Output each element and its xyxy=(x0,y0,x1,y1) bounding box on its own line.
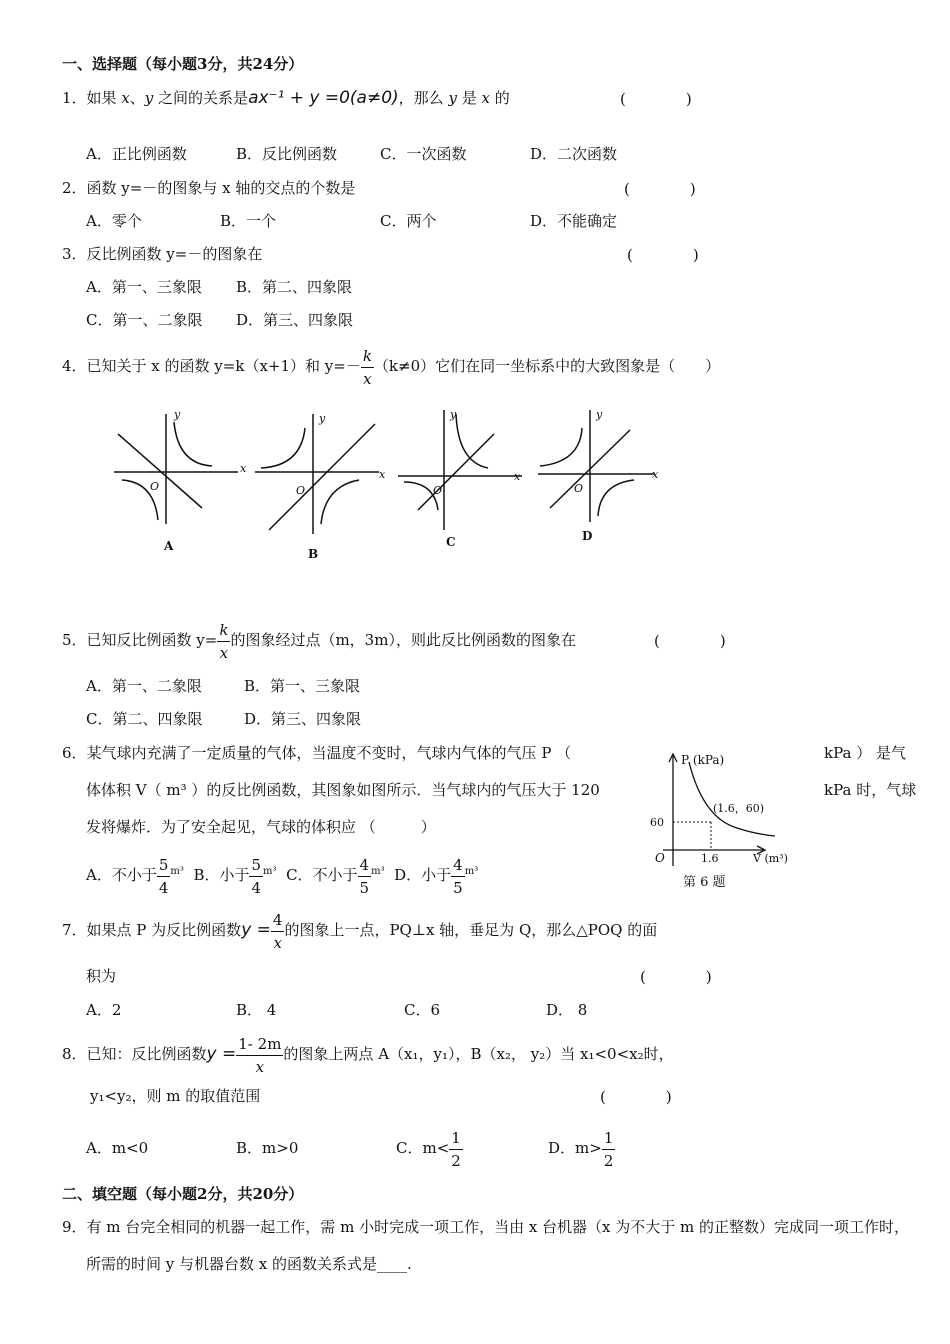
q3-option-d: D．第三、四象限 xyxy=(236,311,354,329)
graph-b-y-label: y xyxy=(319,412,326,425)
q2-option-a: A．零个 xyxy=(86,212,142,230)
graph-a xyxy=(114,414,238,524)
q8-option-b: B．m>0 xyxy=(236,1139,299,1157)
q1-option-a: A．正比例函数 xyxy=(86,145,187,163)
question-3-stem: 3．反比例函数 y=－的图象在 xyxy=(62,245,263,263)
q8-option-c: C．m< $\frac{1}{2}$ xyxy=(396,1128,461,1170)
q3-option-c: C．第一、二象限 xyxy=(86,311,203,329)
q4-fraction: $\frac{k}{x}$ xyxy=(362,346,372,388)
graph-b xyxy=(255,414,379,534)
question-8-stem: 8．已知：反比例函数y = $\frac{1- 2m}{x}$ 的图象上两点 A（x₁，y₁），B（x₂， y₂）当 x₁<0<x₂时， xyxy=(62,1034,674,1076)
q1-option-c: C．一次函数 xyxy=(380,145,467,163)
question-7-line-2: 积为 xyxy=(86,967,117,985)
q2-option-b: B．一个 xyxy=(220,212,277,230)
graph-c-label: C xyxy=(446,535,456,549)
q6-origin: O xyxy=(655,851,665,865)
graph-c-origin: O xyxy=(433,484,443,497)
q5-option-b: B．第一、三象限 xyxy=(244,677,361,695)
answer-paren-8: ( ) xyxy=(600,1088,672,1106)
answer-paren-2: ( ) xyxy=(624,180,696,198)
q6-x-tick: 1.6 xyxy=(701,852,719,865)
answer-paren-1: ( ) xyxy=(620,90,692,108)
q6-option-c: C．不小于 $\frac{4}{5}$ $^{m^3}$ xyxy=(286,855,385,897)
question-6-line-3: 发将爆炸．为了安全起见，气球的体积应 （ ） xyxy=(86,818,436,836)
question-5-stem: 5．已知反比例函数 y= $\frac{k}{x}$ 的图象经过点（m，3m），则此反比例函数的图象在 xyxy=(62,620,576,662)
q6-caption: 第 6 题 xyxy=(683,875,726,890)
graph-c-x-label: x xyxy=(514,470,521,483)
graph-d-label: D xyxy=(582,529,593,543)
graph-a-label: A xyxy=(164,539,174,553)
q5-fraction: $\frac{k}{x}$ xyxy=(219,620,229,662)
graph-b-label: B xyxy=(308,547,319,561)
q6-option-a: A．不小于 $\frac{5}{4}$ $^{m^3}$ xyxy=(86,855,184,897)
q3-option-b: B．第二、四象限 xyxy=(236,278,353,296)
q5-option-a: A．第一、二象限 xyxy=(86,677,202,695)
graph-d-y-label: y xyxy=(596,408,603,421)
question-8-line-2: y₁<y₂，则 m 的取值范围 xyxy=(90,1087,261,1105)
answer-paren-7: ( ) xyxy=(640,968,712,986)
q6-point-label: (1.6，60) xyxy=(713,802,765,815)
q5-option-c: C．第二、四象限 xyxy=(86,710,203,728)
section-title-fill: 二、填空题（每小题2分，共20分） xyxy=(62,1185,304,1203)
question-1-equation: ax⁻¹ + y =0(a≠0) xyxy=(248,88,399,108)
question-9-line-1: 9．有 m 台完全相同的机器一起工作，需 m 小时完成一项工作，当由 x 台机器（x 为不大于 m 的正整数）完成同一项工作时， xyxy=(62,1218,910,1236)
question-1-stem: 1．如果 x、y 之间的关系是ax⁻¹ + y =0(a≠0)，那么 y 是 x 的 xyxy=(62,88,510,108)
graph-d xyxy=(538,410,654,522)
graph-d-origin: O xyxy=(574,482,584,495)
answer-paren-3: ( ) xyxy=(627,246,699,264)
q1-option-b: B．反比例函数 xyxy=(236,145,338,163)
question-6-line-1-right: kPa ） 是气 xyxy=(824,744,906,762)
graph-a-y-label: y xyxy=(174,408,181,421)
q7-option-a: A．2 xyxy=(86,1001,122,1019)
answer-paren-5: ( ) xyxy=(654,632,726,650)
graph-c-y-label: y xyxy=(450,408,457,421)
q6-x-axis-label: V (m³) xyxy=(753,852,788,865)
section-title-choice: 一、选择题（每小题3分，共24分） xyxy=(62,55,304,73)
q6-options xyxy=(86,850,478,899)
question-9-line-2: 所需的时间 y 与机器台数 x 的函数关系式是____. xyxy=(86,1255,412,1273)
graph-a-x-label: x xyxy=(240,462,247,475)
q7-option-b: B． 4 xyxy=(236,1001,277,1019)
q4-graphs xyxy=(100,400,670,570)
graph-b-x-label: x xyxy=(379,468,386,481)
q2-option-d: D．不能确定 xyxy=(530,212,618,230)
q7-option-c: C．6 xyxy=(404,1001,441,1019)
graph-d-x-label: x xyxy=(652,468,659,481)
q1-option-d: D．二次函数 xyxy=(530,145,618,163)
question-6-line-2-right: kPa 时，气球 xyxy=(824,781,917,799)
q7-option-d: D． 8 xyxy=(546,1001,588,1019)
question-2-stem: 2．函数 y=－的图象与 x 轴的交点的个数是 xyxy=(62,179,356,197)
q2-option-c: C．两个 xyxy=(380,212,437,230)
q8-option-d: D．m> $\frac{1}{2}$ xyxy=(548,1128,614,1170)
q8-option-a: A．m<0 xyxy=(86,1139,149,1157)
graph-a-origin: O xyxy=(150,480,160,493)
graph-b-origin: O xyxy=(296,484,306,497)
q5-option-d: D．第三、四象限 xyxy=(244,710,362,728)
q6-y-tick: 60 xyxy=(650,816,664,829)
question-6-line-2: 体体积 V（ m³ ）的反比例函数，其图象如图所示．当气球内的气压大于 120 xyxy=(86,781,600,799)
q6-figure xyxy=(645,748,805,896)
q6-y-axis-label: P (kPa) xyxy=(681,753,725,767)
q6-option-d: D．小于 $\frac{4}{5}$ $^{m^3}$ xyxy=(394,855,479,897)
q6-option-b: B．小于 $\frac{5}{4}$ $^{m^3}$ xyxy=(193,855,277,897)
question-4-stem: 4．已知关于 x 的函数 y=k（x+1）和 y=－ $\frac{k}{x}$ （k≠0）它们在同一坐标系中的大致图象是（ ） xyxy=(62,346,721,388)
question-6-line-1: 6．某气球内充满了一定质量的气体，当温度不变时，气球内气体的气压 P （ xyxy=(62,744,572,762)
graph-c xyxy=(398,410,522,530)
question-7-stem: 7．如果点 P 为反比例函数y = $\frac{4}{x}$ 的图象上一点，PQ⊥x 轴，垂足为 Q，那么△POQ 的面 xyxy=(62,910,658,952)
q3-option-a: A．第一、三象限 xyxy=(86,278,202,296)
